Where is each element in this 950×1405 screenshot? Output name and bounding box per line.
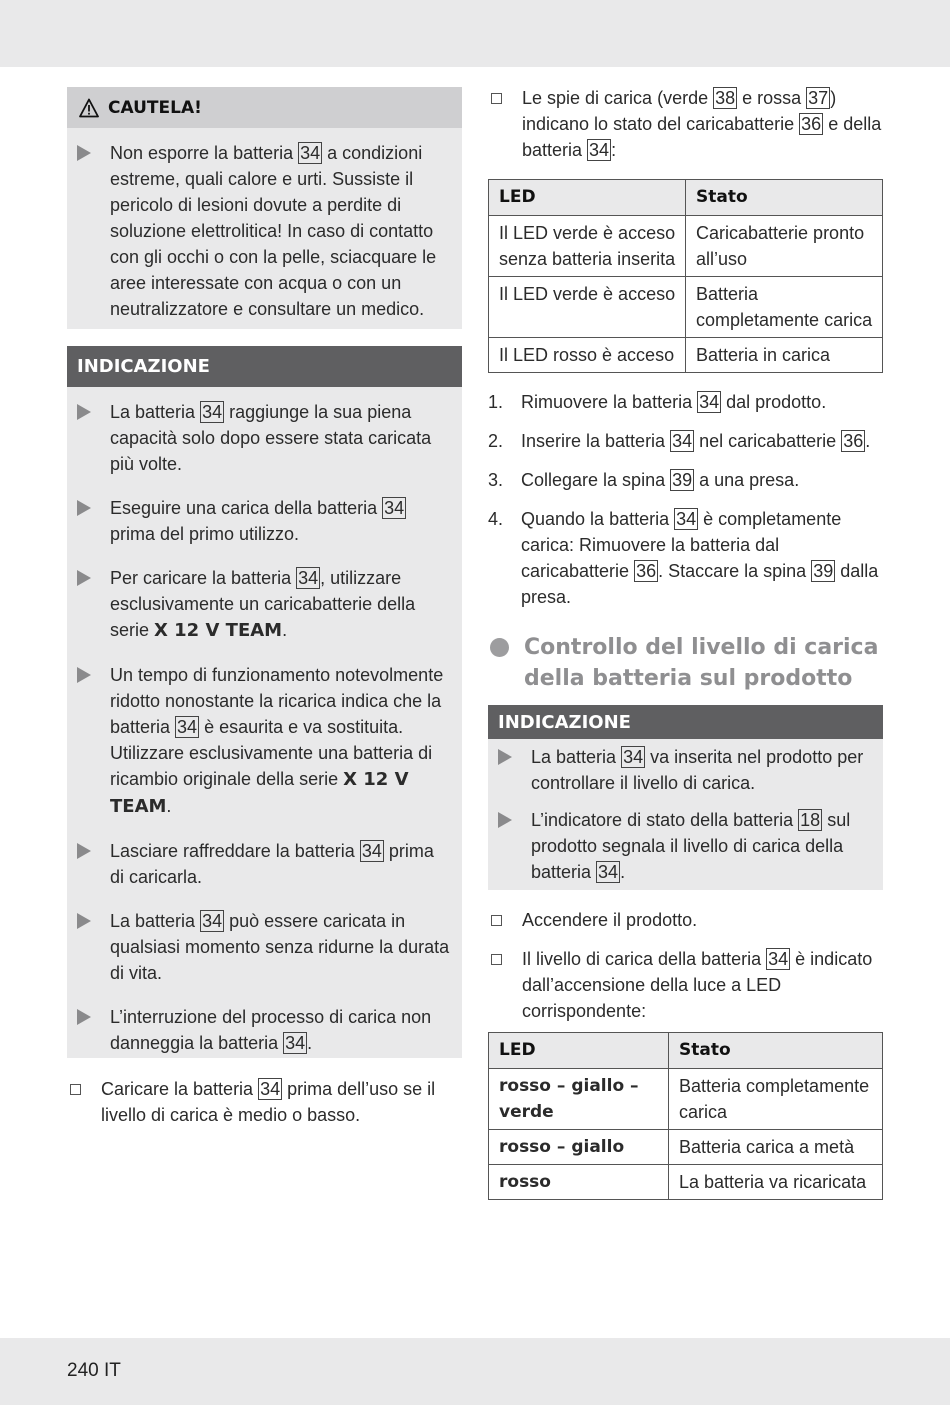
bullet-triangle-icon: [77, 570, 91, 586]
table-row: [489, 1165, 883, 1200]
caution-title: CAUTELA!: [108, 97, 202, 118]
table-cell: Batteria carica a metà: [669, 1130, 883, 1165]
ref-number: 34: [589, 140, 610, 160]
ref-number: 34: [676, 509, 697, 529]
table-cell: Il LED verde è acceso senza batteria inserita: [489, 216, 686, 277]
table-cell: rosso – giallo – verde: [489, 1069, 669, 1130]
note-item: L’interruzione del processo di carica non danneggia la batteria 34 .: [77, 1004, 450, 1056]
note-box: [67, 346, 462, 1058]
numbered-steps: [488, 389, 883, 610]
table-row: [489, 277, 883, 338]
note-item: Lasciare raffreddare la batteria 34 prima di caricarla.: [77, 838, 450, 890]
bullet-triangle-icon: [77, 667, 91, 683]
table-cell: rosso: [489, 1165, 669, 1200]
table-row: [489, 1069, 883, 1130]
table-cell: Batteria in carica: [686, 338, 883, 373]
ref-number: 34: [384, 498, 405, 518]
bullet-triangle-icon: [77, 500, 91, 516]
ref-number: 18: [800, 810, 821, 830]
step-item: Il livello di carica della batteria 34 è indicato dall’accensione della luce a LED corrispondente:: [488, 946, 883, 1024]
checkbox-square-icon: [491, 915, 502, 926]
ref-number: 34: [300, 143, 321, 163]
checkbox-square-icon: [70, 1084, 81, 1095]
table-cell: Caricabatterie pronto all’uso: [686, 216, 883, 277]
step-item: 1. Rimuovere la batteria 34 dal prodotto.: [488, 392, 827, 412]
note-item: Per caricare la batteria 34 , utilizzare esclusivamente un caricabatterie della serie X 12 V TEAM.: [77, 565, 450, 644]
caution-box: [67, 87, 462, 329]
table-header-row: [489, 180, 883, 216]
table-row: [489, 216, 883, 277]
bullet-triangle-icon: [77, 145, 91, 161]
caution-item: [67, 128, 462, 322]
note-box: [488, 705, 883, 890]
ref-number: 37: [808, 88, 829, 108]
ref-number: 34: [672, 431, 693, 451]
note-header: INDICAZIONE: [488, 705, 883, 739]
table-cell: Il LED rosso è acceso: [489, 338, 686, 373]
series-name: X 12 V TEAM: [110, 769, 409, 817]
series-name: X 12 V TEAM: [154, 620, 283, 641]
section-heading: [488, 632, 883, 694]
note-item: La batteria 34 raggiunge la sua piena capacità solo dopo essere stata caricata più volte.: [77, 399, 450, 477]
ref-number: 39: [672, 470, 693, 490]
note-item: Un tempo di funzionamento notevolmente ridotto nonostante la ricarica indica che la batteria 34 è esaurita e va sostituita. Utilizzare esclusivamente una batteria di ricambio originale della serie X 12 V TEAM.: [77, 662, 450, 820]
ref-number: 34: [768, 949, 789, 969]
ref-number: 34: [699, 392, 720, 412]
ref-number: 34: [260, 1079, 281, 1099]
note-item: La batteria 34 può essere caricata in qualsiasi momento senza ridurne la durata di vita.: [77, 908, 450, 986]
top-band: [0, 0, 950, 67]
table-header-cell: LED: [489, 180, 686, 216]
table-row: [489, 338, 883, 373]
ref-number: 34: [623, 747, 644, 767]
bullet-triangle-icon: [77, 404, 91, 420]
ref-number: 34: [285, 1033, 306, 1053]
page-number: 240 IT: [67, 1360, 121, 1381]
table-header-cell: LED: [489, 1033, 669, 1069]
table-cell: Il LED verde è acceso: [489, 277, 686, 338]
ref-number: 34: [202, 402, 223, 422]
bottom-band: [0, 1338, 950, 1405]
step-item: 3. Collegare la spina 39 a una presa.: [488, 470, 800, 490]
bullet-triangle-icon: [498, 812, 512, 828]
ref-number: 34: [598, 862, 619, 882]
table-cell: Batteria completamente carica: [669, 1069, 883, 1130]
bullet-triangle-icon: [77, 913, 91, 929]
table-cell: rosso – giallo: [489, 1130, 669, 1165]
table-header-row: [489, 1033, 883, 1069]
table-cell: La batteria va ricaricata: [669, 1165, 883, 1200]
table-header-cell: Stato: [686, 180, 883, 216]
step-item: 4. Quando la batteria 34 è completamente carica: Rimuovere la batteria dal caricabatterie 36 . Staccare la spina 39 dalla presa.: [488, 509, 879, 607]
note-item: La batteria 34 va inserita nel prodotto per controllare il livello di carica.: [498, 744, 871, 796]
bullet-triangle-icon: [77, 843, 91, 859]
checkbox-square-icon: [491, 93, 502, 104]
section-title: Controllo del livello di carica della batteria sul prodotto: [524, 635, 879, 691]
ref-number: 34: [177, 717, 198, 737]
ref-number: 39: [813, 561, 834, 581]
ref-number: 38: [715, 88, 736, 108]
step-item: Accendere il prodotto.: [488, 907, 883, 933]
step-item: Caricare la batteria 34 prima dell’uso se il livello di carica è medio o basso.: [67, 1076, 462, 1128]
note-header: INDICAZIONE: [67, 346, 462, 387]
step-item: 2. Inserire la batteria 34 nel caricabatterie 36 .: [488, 431, 871, 451]
led-status-table-2: [488, 1032, 883, 1200]
table-row: [489, 1130, 883, 1165]
ref-number: 36: [801, 114, 822, 134]
right-column: [488, 85, 883, 1200]
warning-icon: [79, 98, 99, 118]
left-column: [67, 87, 462, 1128]
bullet-triangle-icon: [498, 749, 512, 765]
checkbox-square-icon: [491, 954, 502, 965]
note-item: Eseguire una carica della batteria 34 prima del primo utilizzo.: [77, 495, 450, 547]
intro-item: Le spie di carica (verde 38 e rossa 37 ) indicano lo stato del caricabatterie 36 e della batteria 34 :: [488, 85, 883, 163]
ref-number: 34: [361, 841, 382, 861]
ref-number: 34: [202, 911, 223, 931]
bullet-triangle-icon: [77, 1009, 91, 1025]
table-cell: Batteria completamente carica: [686, 277, 883, 338]
note-item: L’indicatore di stato della batteria 18 sul prodotto segnala il livello di carica della batteria 34 .: [498, 807, 871, 885]
caution-text: Non esporre la batteria 34 a condizioni estreme, quali calore e urti. Sussiste il pericolo di lesioni dovute a perdite di soluzione elettrolitica! In caso di contatto con gli occhi o con la pelle, sciacquare le aree interessate con acqua o con un neutralizzatore e consultare un medico.: [110, 143, 437, 319]
ref-number: 36: [636, 561, 657, 581]
bullet-dot-icon: [490, 638, 509, 657]
ref-number: 36: [843, 431, 864, 451]
table-header-cell: Stato: [669, 1033, 883, 1069]
led-status-table-1: [488, 179, 883, 373]
ref-number: 34: [298, 568, 319, 588]
caution-header: [67, 87, 462, 128]
